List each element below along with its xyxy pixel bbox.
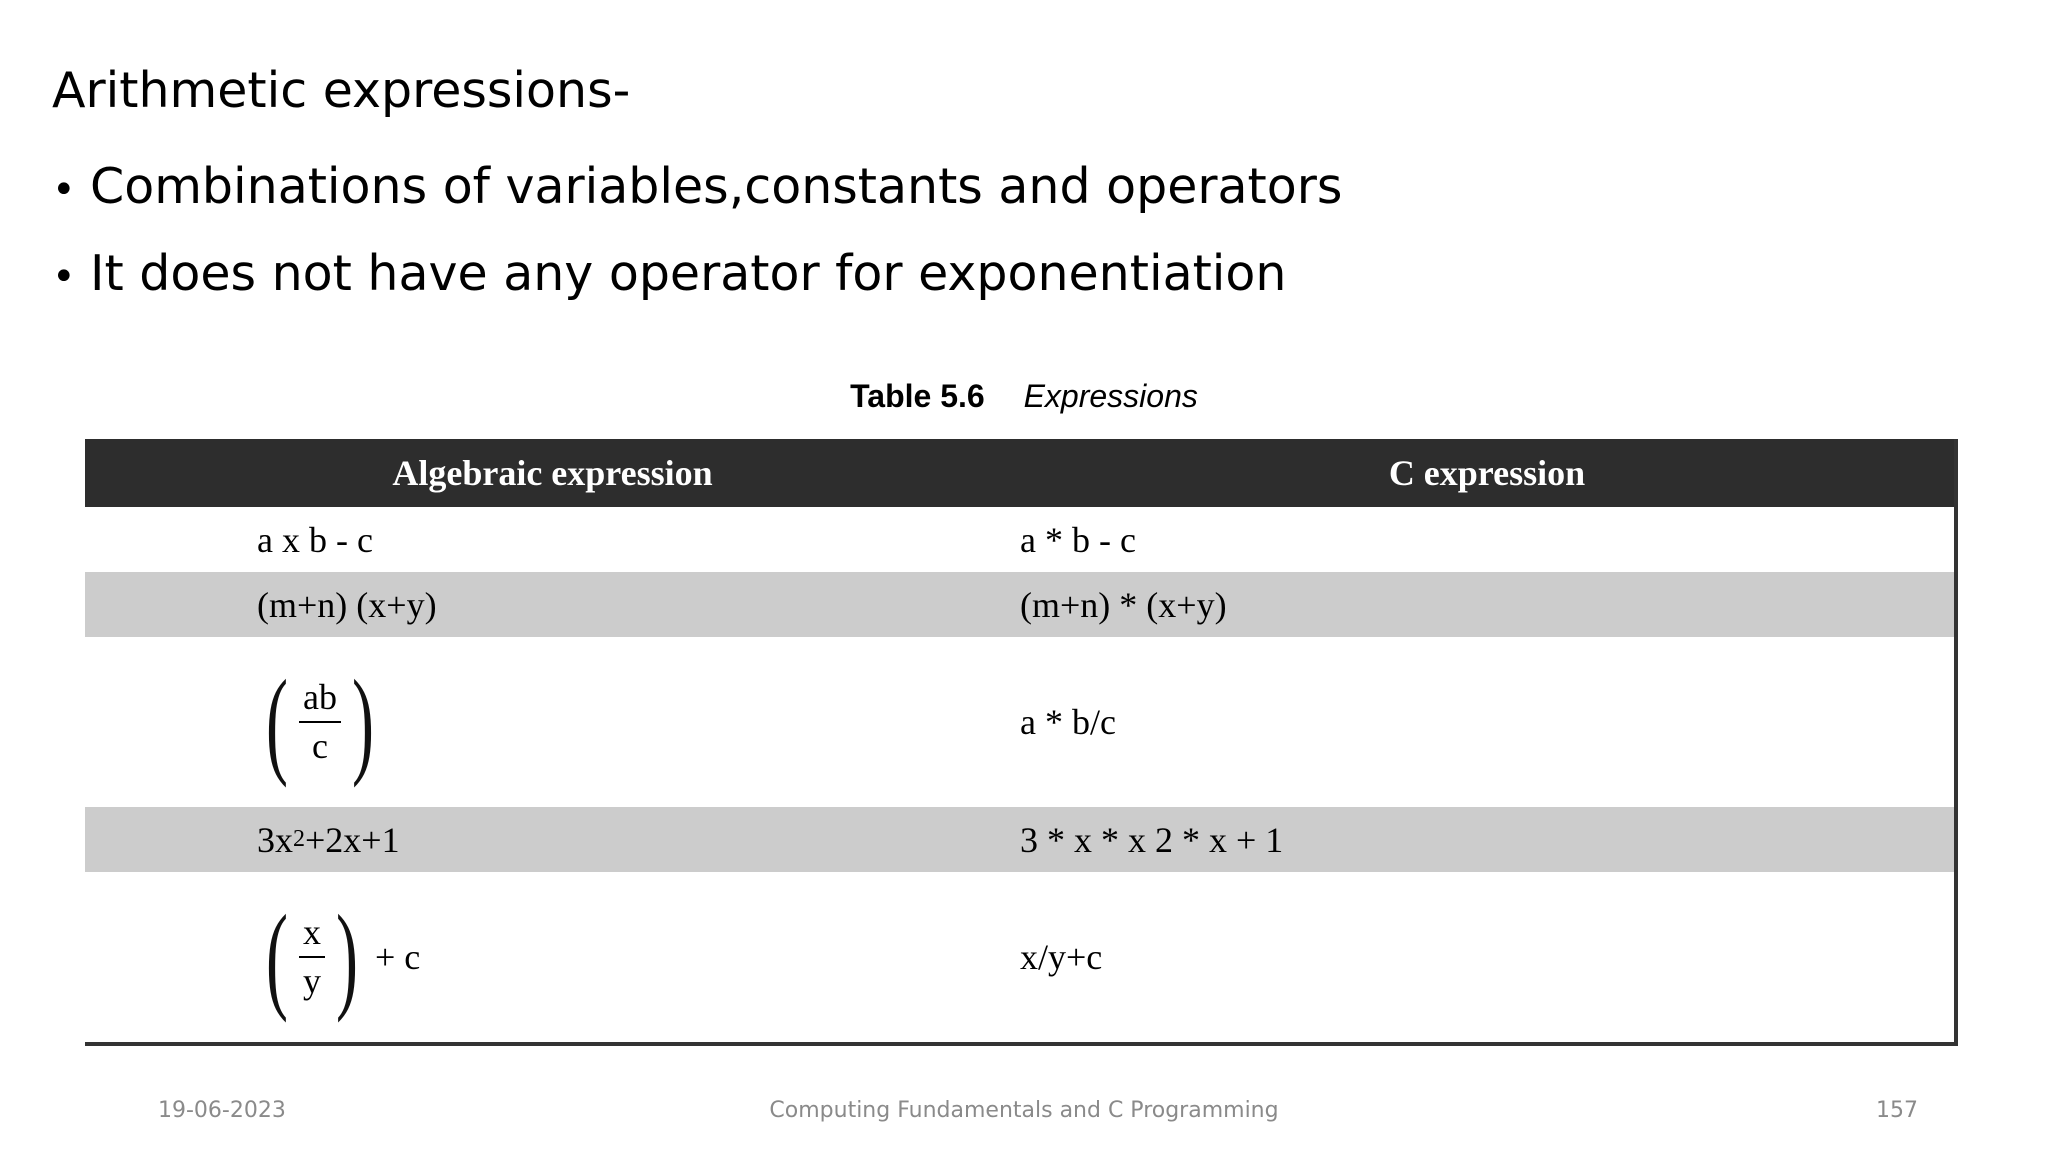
table-row: [85, 637, 1954, 807]
left-paren: (: [265, 655, 288, 788]
table-caption-text: Expressions: [1023, 378, 1198, 414]
c-expression-cell: a * b/c: [1020, 702, 1116, 742]
table-row: [85, 872, 1954, 1042]
table-row: [85, 572, 1954, 637]
table-caption-number: Table 5.6: [850, 378, 985, 414]
algebraic-rest: +2x+1: [305, 819, 400, 860]
algebraic-cell: [85, 519, 1020, 561]
fraction-numerator: x: [299, 912, 325, 958]
algebraic-text: a x b - c: [257, 519, 373, 560]
footer-page-number: 157: [1876, 1098, 1918, 1123]
algebraic-exponent: 2: [293, 826, 305, 852]
header-algebraic-expression: Algebraic expression: [392, 453, 713, 493]
c-expression-cell: x/y+c: [1020, 937, 1103, 977]
slide-title: Arithmetic expressions-: [52, 62, 631, 119]
fraction-denominator: y: [302, 961, 321, 1001]
fraction: [299, 677, 341, 768]
c-expression-cell: 3 * x * x 2 * x + 1: [1020, 819, 1284, 860]
fraction-expression: [257, 655, 383, 788]
bullet-text: Combinations of variables,constants and operators: [90, 158, 1343, 215]
c-expression-cell: (m+n) * (x+y): [1020, 584, 1227, 625]
expressions-table: [85, 439, 1958, 1046]
algebraic-text: (m+n) (x+y): [257, 584, 437, 625]
fraction-denominator: c: [311, 726, 328, 766]
footer-title: Computing Fundamentals and C Programming: [769, 1098, 1279, 1123]
table-header-row: [85, 439, 1954, 507]
right-paren: ): [335, 890, 358, 1023]
header-c-expression: C expression: [1388, 453, 1586, 493]
algebraic-cell: [85, 655, 1020, 788]
algebraic-cell: [85, 819, 1020, 861]
table-row: [85, 807, 1954, 872]
algebraic-suffix: + c: [374, 937, 421, 977]
left-paren: (: [265, 890, 288, 1023]
fraction-numerator: ab: [299, 677, 341, 723]
table-caption: [0, 378, 2048, 415]
fraction: [299, 912, 325, 1003]
bullet-text: It does not have any operator for exponentiation: [90, 245, 1287, 302]
bullet-item: [52, 245, 1287, 302]
footer-date: 19-06-2023: [158, 1098, 286, 1123]
algebraic-cell: [85, 890, 1020, 1023]
bullet-dot-icon: •: [52, 254, 76, 300]
right-paren: ): [351, 655, 374, 788]
fraction-expression: [257, 890, 367, 1023]
bullet-dot-icon: •: [52, 167, 76, 213]
c-expression-cell: a * b - c: [1020, 519, 1136, 560]
table-row: [85, 507, 1954, 572]
algebraic-base: 3x: [257, 819, 293, 860]
bullet-item: [52, 158, 1343, 215]
algebraic-cell: [85, 584, 1020, 626]
